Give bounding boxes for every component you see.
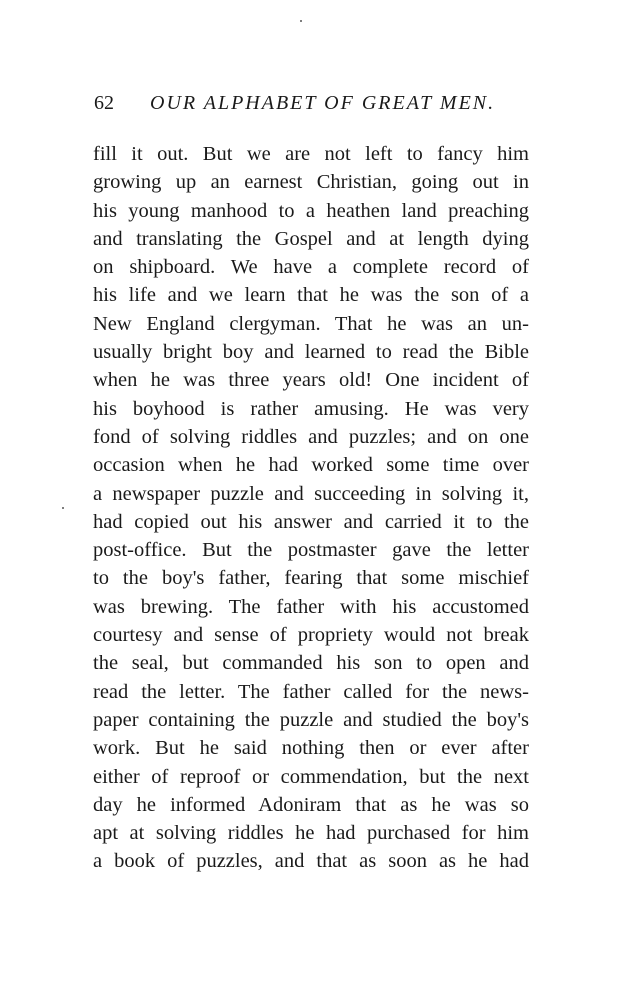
text-line: a book of puzzles, and that as soon as he had: [93, 850, 529, 873]
paper-speck: [300, 20, 302, 22]
text-line: paper containing the puzzle and studied the boy's: [93, 708, 529, 731]
text-line: either of reproof or commendation, but the next: [93, 765, 529, 788]
body-text: [93, 140, 529, 876]
text-line: occasion when he had worked some time over: [93, 454, 529, 477]
page-header: [94, 90, 534, 116]
text-line: apt at solving riddles he had purchased for him: [93, 822, 529, 845]
text-line: courtesy and sense of propriety would not break: [93, 624, 529, 647]
text-line: a newspaper puzzle and succeeding in solving it,: [93, 482, 529, 505]
text-line: on shipboard. We have a complete record of: [93, 256, 529, 279]
text-line: day he informed Adoniram that as he was so: [93, 793, 529, 816]
text-line: his boyhood is rather amusing. He was very: [93, 397, 529, 420]
text-line: post-office. But the postmaster gave the letter: [93, 539, 529, 562]
text-line: the seal, but commanded his son to open and: [93, 652, 529, 675]
text-line: fond of solving riddles and puzzles; and on one: [93, 425, 529, 448]
text-line: his young manhood to a heathen land preaching: [93, 199, 529, 222]
text-line: was brewing. The father with his accustomed: [93, 595, 529, 618]
text-line: New England clergyman. That he was an un-: [93, 312, 529, 335]
text-line: read the letter. The father called for the news-: [93, 680, 529, 703]
text-line: fill it out. But we are not left to fancy him: [93, 143, 529, 165]
paper-speck: [62, 507, 64, 509]
text-line: his life and we learn that he was the son of a: [93, 284, 529, 307]
text-line: work. But he said nothing then or ever after: [93, 737, 529, 760]
text-line: when he was three years old! One incident of: [93, 369, 529, 392]
page-number: 62: [94, 92, 114, 114]
text-line: usually bright boy and learned to read the Bible: [93, 341, 529, 364]
text-line: had copied out his answer and carried it to the: [93, 510, 529, 533]
text-line: growing up an earnest Christian, going out in: [93, 171, 529, 194]
text-line: to the boy's father, fearing that some mischief: [93, 567, 529, 590]
text-line: and translating the Gospel and at length dying: [93, 227, 529, 250]
running-title: OUR ALPHABET OF GREAT MEN.: [150, 92, 496, 114]
